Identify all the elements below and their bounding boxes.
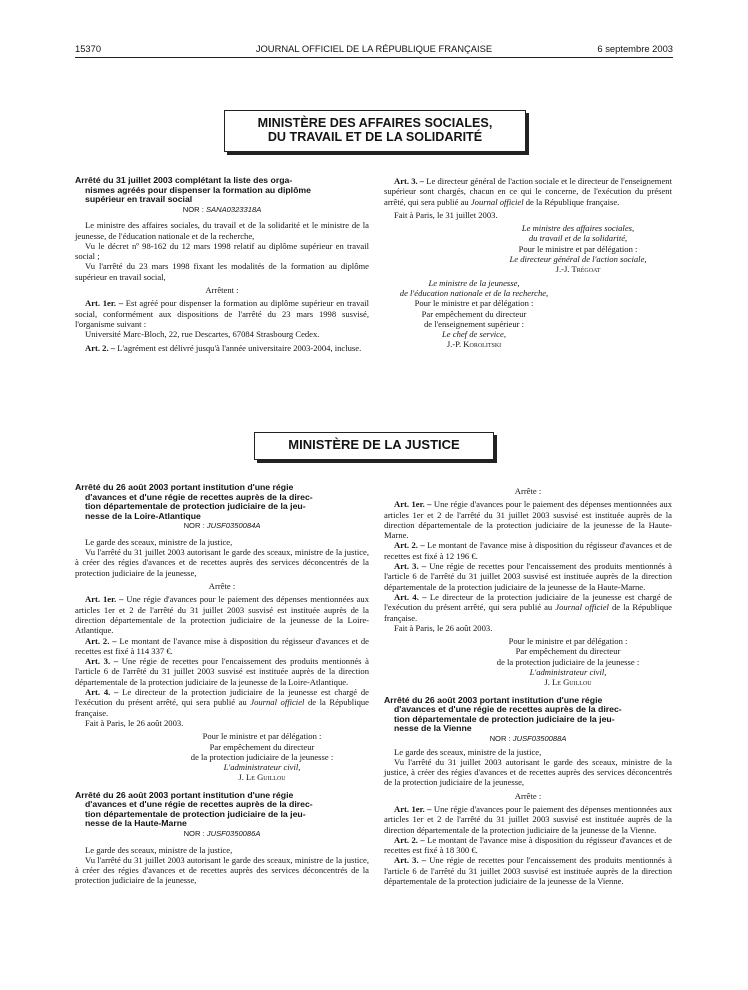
arrete-label: Arrête : xyxy=(208,581,236,592)
article-3: Art. 3. – Le directeur général de l'action sociale et le directeur de l'enseignement supérieur sont chargés, chacun en ce qui le concerne, de l'exécution du présent arrêté, qui sera publié au Journal officiel de la République française. xyxy=(384,176,672,207)
arrete-label: Arrête : xyxy=(514,486,542,496)
preamble-paragraph: Vu le décret nº 98-162 du 12 mars 1998 relatif au diplôme supérieur en travail social ; xyxy=(75,240,369,262)
article-2: Art. 2. – Le montant de l'avance mise à disposition du régisseur d'avances et de recettes est fixé à 114 337 €. xyxy=(75,635,369,656)
signature-block: Pour le ministre et par délégation : Par empêchement du directeur de la protection judiciaire de la jeunesse : L'administrateur civil, J. Le Guillou xyxy=(464,636,672,687)
article-3: Art. 3. – Une régie de recettes pour l'encaissement des produits mentionnés à l'article 6 de l'arrêté du 31 juillet 2003 susvisé est instituée auprès de la direction départementale de la protection judiciaire de la jeunesse de la Vienne. xyxy=(384,855,672,887)
arrete-social-work-diploma xyxy=(75,176,369,353)
preamble-paragraph: Vu l'arrêté du 31 juillet 2003 autorisant le garde des sceaux, ministre de la justice, à créer des régies d'avances et de recettes auprès des services déconcentrés de la protection judiciaire de la jeunesse, xyxy=(384,756,672,788)
arrete-vienne xyxy=(384,696,672,887)
ministry-heading-line: MINISTÈRE DES AFFAIRES SOCIALES, xyxy=(257,116,493,130)
arrete-social-work-diploma-continued xyxy=(384,176,672,350)
ministry-heading-social-affairs xyxy=(224,110,526,152)
preamble-paragraph: Vu l'arrêté du 31 juillet 2003 autorisant le garde des sceaux, ministre de la justice, à créer des régies d'avances et de recettes auprès des services déconcentrés de la protection judiciaire de la jeunesse, xyxy=(75,547,369,578)
nor-reference: NOR : JUSF0350086A xyxy=(183,829,261,839)
ministry-heading-line: DU TRAVAIL ET DE LA SOLIDARITÉ xyxy=(267,130,483,144)
nor-reference: NOR : JUSF0350088A xyxy=(489,734,567,744)
nor-reference: NOR : JUSF0350084A xyxy=(183,521,261,531)
journal-title: JOURNAL OFFICIEL DE LA RÉPUBLIQUE FRANÇAISE xyxy=(255,43,493,54)
signature-block: Pour le ministre et par délégation : Par empêchement du directeur de la protection judiciaire de la jeunesse : L'administrateur civil, J. Le Guillou xyxy=(155,731,369,782)
signatory-name: J.-P. Korolitski xyxy=(446,339,502,350)
preamble-paragraph: Le ministre des affaires sociales, du travail et de la solidarité et le ministre de la jeunesse, de l'éducation nationale et de la recherche, xyxy=(75,220,369,241)
article-2: Art. 2. – L'agrément est délivré jusqu'à l'année universitaire 2003-2004, incluse. xyxy=(85,342,362,353)
arrete-title: Arrêté du 31 juillet 2003 complétant la liste des orga- nismes agréés pour dispenser la formation au diplôme supérieur en travail social xyxy=(75,175,311,205)
arrete-title: Arrêté du 26 août 2003 portant institution d'une régie d'avances et d'une régie de recettes auprès de la direc- tion départementale de protection judiciaire de la jeu- nesse de la Haute-Marne xyxy=(75,789,313,829)
arrete-label: Arrête : xyxy=(514,790,542,801)
signature-date: Fait à Paris, le 31 juillet 2003. xyxy=(394,209,498,220)
arrete-haute-marne-continued xyxy=(384,486,672,688)
signature-date: Fait à Paris, le 26 août 2003. xyxy=(85,717,184,728)
article-2: Art. 2. – Le montant de l'avance mise à disposition du régisseur d'avances et de recettes est fixé à 12 196 €. xyxy=(384,540,672,561)
signatory-name: J. Le Guillou xyxy=(544,677,592,688)
preamble-paragraph: Le garde des sceaux, ministre de la justice, xyxy=(85,536,233,547)
arrete-title: Arrêté du 26 août 2003 portant institution d'une régie d'avances et d'une régie de recettes auprès de la direc- tion départementale de protection judiciaire de la jeu- nesse de la Vienne xyxy=(384,694,622,734)
header-rule xyxy=(75,57,673,58)
preamble-paragraph: Le garde des sceaux, ministre de la justice, xyxy=(85,844,233,855)
arrete-title: Arrêté du 26 août 2003 portant institution d'une régie d'avances et d'une régie de recettes auprès de la direc- tion départementale de protection judiciaire de la jeu- nesse de la Loire-Atlantique xyxy=(75,482,313,521)
preamble-paragraph: Vu l'arrêté du 23 mars 1998 fixant les modalités de la formation au diplôme supérieur en travail social, xyxy=(75,261,369,282)
ministry-heading-justice xyxy=(254,432,494,460)
article-3: Art. 3. – Une régie de recettes pour l'encaissement des produits mentionnés à l'article 6 de l'arrêté du 31 juillet 2003 susvisé est instituée auprès de la direction départementale de la protection judiciaire de la jeunesse de la Loire-Atlantique. xyxy=(75,656,369,687)
article-1: Art. 1er. – Une régie d'avances pour le paiement des dépenses mentionnées aux articles 1er et 2 de l'arrêté du 31 juillet 2003 susvisé est instituée auprès de la direction départementale de la protection judiciaire de la jeunesse de la Haute-Marne. xyxy=(384,499,672,541)
article-1-organisation: Université Marc-Bloch, 22, rue Descartes, 67084 Strasbourg Cedex. xyxy=(85,329,320,340)
signatory-name: J. Le Guillou xyxy=(238,772,286,783)
justice-right-column xyxy=(384,486,672,886)
signature-block-education: Le ministre de la jeunesse, de l'éducation nationale et de la recherche, Pour le ministre et par délégation : Par empêchement du directeur de l'enseignement supérieur : Le chef de service, J.-P. Korolitski xyxy=(384,278,564,350)
issue-date: 6 septembre 2003 xyxy=(597,43,673,54)
article-1: Art. 1er. – Est agréé pour dispenser la formation au diplôme supérieur en travail social, conformément aux dispositions de l'arrêté du 23 mars 1998 susvisé, l'organisme suivant : xyxy=(75,298,369,329)
arretent-label: Arrêtent : xyxy=(205,285,239,296)
preamble-paragraph: Le garde des sceaux, ministre de la justice, xyxy=(394,746,542,757)
article-1: Art. 1er. – Une régie d'avances pour le paiement des dépenses mentionnées aux articles 1er et 2 de l'arrêté du 31 juillet 2003 susvisé est instituée auprès de la direction départementale de la protection judiciaire de la jeunesse de la Loire-Atlantique. xyxy=(75,594,369,636)
article-1: Art. 1er. – Une régie d'avances pour le paiement des dépenses mentionnées aux articles 1er et 2 de l'arrêté du 31 juillet 2003 susvisé est instituée auprès de la direction départementale de la protection judiciaire de la jeunesse de la Vienne. xyxy=(384,804,672,835)
justice-left-column xyxy=(75,483,369,886)
nor-reference: NOR : SANA0323318A xyxy=(182,204,262,214)
article-2: Art. 2. – Le montant de l'avance mise à disposition du régisseur d'avances et de recettes est fixé à 18 300 €. xyxy=(384,834,672,856)
ministry-heading-line: MINISTÈRE DE LA JUSTICE xyxy=(288,437,460,452)
signature-block-social-affairs: Le ministre des affaires sociales, du travail et de la solidarité, Pour le ministre et par délégation : Le directeur général de l'action sociale, J.-J. Trégoat xyxy=(484,223,672,274)
signatory-name: J.-J. Trégoat xyxy=(555,264,601,275)
signature-date: Fait à Paris, le 26 août 2003. xyxy=(394,622,493,633)
arrete-haute-marne-start xyxy=(75,791,369,886)
article-3: Art. 3. – Une régie de recettes pour l'encaissement des produits mentionnés à l'article 6 de l'arrêté du 31 juillet 2003 susvisé est instituée auprès de la direction départementale de la protection judiciaire de la jeunesse de la Haute-Marne. xyxy=(384,561,672,592)
arrete-loire-atlantique xyxy=(75,483,369,783)
article-4: Art. 4. – Le directeur de la protection judiciaire de la jeunesse est chargé de l'exécution du présent arrêté, qui sera publié au Journal officiel de la République française. xyxy=(75,687,369,718)
page-number: 15370 xyxy=(75,43,102,54)
article-4: Art. 4. – Le directeur de la protection judiciaire de la jeunesse est chargé de l'exécution du présent arrêté, qui sera publié au Journal officiel de la République française. xyxy=(384,591,672,623)
preamble-paragraph: Vu l'arrêté du 31 juillet 2003 autorisant le garde des sceaux, ministre de la justice, à créer des régies d'avances et de recettes auprès des services déconcentrés de la protection judiciaire de la jeunesse, xyxy=(75,854,369,886)
